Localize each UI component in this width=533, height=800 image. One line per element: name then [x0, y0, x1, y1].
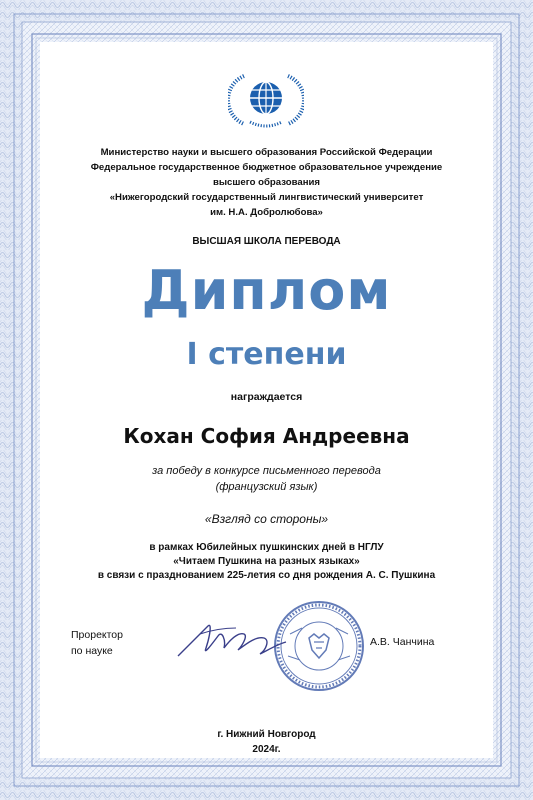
work-title: «Взгляд со стороны» [204, 512, 329, 526]
signer-name: А.В. Чанчина [370, 636, 435, 648]
footer-year: 2024г. [252, 744, 281, 755]
institution-line-5: им. Н.А. Добролюбова» [210, 207, 323, 218]
reason-line-1: за победу в конкурсе письменного перевода [152, 465, 381, 477]
signer-position-line-1: Проректор [71, 629, 123, 641]
context-line-3: в связи с празднованием 225-летия со дня рождения А. С. Пушкина [97, 570, 436, 581]
recipient-name: Кохан София Андреевна [123, 424, 410, 448]
institution-line-1: Министерство науки и высшего образования Российской Федерации [100, 147, 433, 158]
footer [0, 727, 533, 757]
reason-line-2: (французский язык) [215, 481, 318, 493]
award-reason [0, 463, 533, 495]
context-line-2: «Читаем Пушкина на разных языках» [173, 556, 360, 567]
event-context [0, 541, 533, 583]
signer-position-line-2: по науке [71, 645, 113, 657]
institution-line-4: «Нижегородский государственный лингвистический университет [109, 192, 424, 203]
signer-position [71, 627, 123, 659]
diploma-degree: I степени [186, 337, 347, 372]
awarded-label: награждается [230, 391, 303, 403]
institution-header [0, 145, 533, 220]
institution-line-2: Федеральное государственное бюджетное образовательное учреждение [90, 162, 443, 173]
footer-city: г. Нижний Новгород [217, 729, 316, 740]
diploma-title: Диплом [141, 259, 392, 322]
university-logo [228, 70, 304, 130]
school-name: ВЫСШАЯ ШКОЛА ПЕРЕВОДА [192, 236, 341, 247]
context-line-1: в рамках Юбилейных пушкинских дней в НГЛУ [149, 542, 384, 553]
handwritten-signature [172, 614, 292, 670]
institution-line-3: высшего образования [212, 177, 321, 188]
